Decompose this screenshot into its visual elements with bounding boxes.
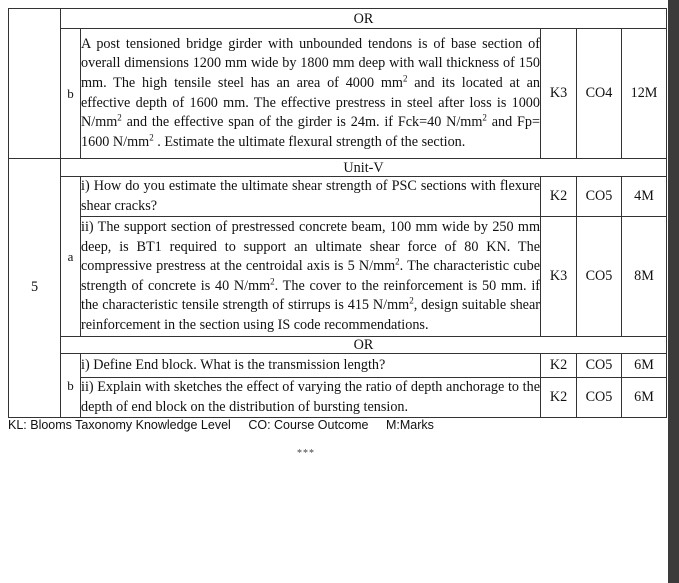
marks: 6M: [622, 378, 667, 418]
or-label: OR: [61, 337, 667, 354]
sub-question-label: a: [61, 177, 81, 337]
sub-question-label: b: [61, 29, 81, 159]
question-number-cell-4: [9, 9, 61, 159]
unit-label: Unit-V: [61, 159, 667, 177]
question-5b-i-text: i) Define End block. What is the transmission length?: [81, 354, 541, 378]
legend-co: CO: Course Outcome: [248, 418, 369, 432]
course-outcome: CO5: [577, 177, 622, 217]
course-outcome: CO4: [577, 29, 622, 159]
legend-marks: M:Marks: [385, 418, 434, 432]
question-5a-ii-text: ii) The support section of prestressed concrete beam, 100 mm wide by 250 mm deep, is BT1 required to support an ultimate shear force of 80 KN. The compressive prestress at the centroidal axis is 5 $N/mm^2$. The characteristic cube strength of concrete is 40 $N/mm^2$. The cover to the reinforcement is 50 mm. if the characteristic tensile strength of stirrups is 415 $N/mm^2$, design suitable shear reinforcement in the section using IS code recommendations.: [81, 217, 541, 337]
knowledge-level: K2: [541, 378, 577, 418]
question-5b-ii-text: ii) Explain with sketches the effect of varying the ratio of depth anchorage to the depth of end block on the distribution of bursting tension.: [81, 378, 541, 418]
legend-kl: KL: Blooms Taxonomy Knowledge Level: [8, 418, 231, 432]
question-table: [8, 8, 667, 418]
knowledge-level: K3: [541, 29, 577, 159]
question-number: 5: [9, 159, 61, 418]
knowledge-level: K2: [541, 177, 577, 217]
scrollbar[interactable]: [668, 0, 679, 583]
marks: 12M: [622, 29, 667, 159]
knowledge-level: K3: [541, 217, 577, 337]
marks: 4M: [622, 177, 667, 217]
course-outcome: CO5: [577, 217, 622, 337]
or-label: OR: [61, 9, 667, 29]
end-mark: ***: [297, 448, 315, 459]
sub-question-label: b: [61, 354, 81, 418]
knowledge-level: K2: [541, 354, 577, 378]
marks: 6M: [622, 354, 667, 378]
course-outcome: CO5: [577, 354, 622, 378]
course-outcome: CO5: [577, 378, 622, 418]
question-5a-i-text: i) How do you estimate the ultimate shear strength of PSC sections with flexure shear cracks?: [81, 177, 541, 217]
legend-footer: [8, 418, 448, 432]
marks: 8M: [622, 217, 667, 337]
question-4b-text: A post tensioned bridge girder with unbounded tendons is of base section of overall dimensions 1200 mm wide by 1800 mm deep with wall thickness of 150 mm. The high tensile steel has an area of 4000 $mm^2$ and its located at an effective depth of 1600 mm. The effective prestress in steel after loss is 1000 $N/mm^2$ and the effective span of the girder is 24m. if Fck=40 $N/mm^2$ and Fp= 1600 $N/mm^2$ . Estimate the ultimate flexural strength of the section.: [81, 29, 541, 159]
